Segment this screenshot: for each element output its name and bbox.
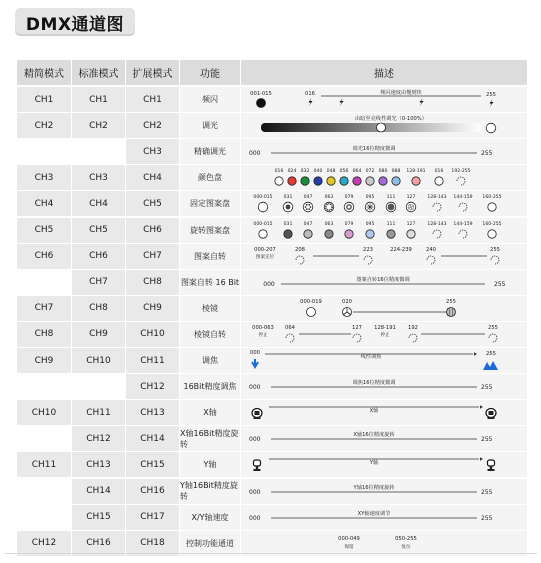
cell-simple-channel xyxy=(17,270,71,295)
description-diagram xyxy=(241,113,527,138)
desc-label: 调焦16位精度微调 xyxy=(352,380,396,387)
desc-label: 160-255 xyxy=(482,195,502,201)
cell-extended-channel: CH7 xyxy=(126,244,179,269)
rotate-icon xyxy=(409,334,417,342)
desc-label: 255 xyxy=(486,92,496,98)
desc-label: 停止 xyxy=(258,332,268,338)
desc-label: 223 xyxy=(363,246,373,253)
color-slot-icon xyxy=(379,177,387,185)
desc-label: 111 xyxy=(386,221,396,227)
cell-description xyxy=(241,400,527,425)
description-diagram xyxy=(241,348,527,373)
cell-description xyxy=(241,479,527,504)
cell-simple-channel: CH12 xyxy=(17,531,71,556)
desc-label: 由暗至亮线性调光（0-100%） xyxy=(355,116,427,123)
cell-description xyxy=(241,218,527,243)
cell-extended-channel: CH9 xyxy=(126,296,179,321)
desc-label: 040 xyxy=(313,169,323,175)
rotate-icon xyxy=(296,256,304,264)
cell-simple-channel: CH1 xyxy=(17,87,71,112)
strobe-icon xyxy=(490,99,494,108)
desc-label: 127 xyxy=(406,195,416,201)
desc-label: 192-255 xyxy=(451,169,471,175)
cell-description xyxy=(241,322,527,347)
cell-standard-channel: CH4 xyxy=(72,191,125,216)
description-diagram xyxy=(241,139,527,164)
desc-label: 255 xyxy=(446,298,456,305)
cell-description xyxy=(241,113,527,138)
cell-standard-channel: CH9 xyxy=(72,322,125,347)
desc-label: 128-143 xyxy=(427,195,447,201)
desc-label: 016 xyxy=(434,169,444,175)
cell-extended-channel: CH2 xyxy=(126,113,179,138)
rotate-icon xyxy=(427,256,435,264)
color-slot-icon xyxy=(435,177,443,185)
cell-extended-channel: CH11 xyxy=(126,348,179,373)
color-slot-icon xyxy=(301,177,309,185)
desc-label: 000-049 xyxy=(338,535,360,542)
desc-label: 160-255 xyxy=(482,221,502,227)
desc-label: 255 xyxy=(486,351,496,357)
cell-extended-channel: CH8 xyxy=(126,270,179,295)
desc-label: 255 xyxy=(488,324,498,331)
header-simple: 精简模式 xyxy=(17,60,71,85)
cell-function: 棱镜 xyxy=(180,296,240,321)
desc-label: 079 xyxy=(344,195,354,201)
cell-description xyxy=(241,244,527,269)
cell-extended-channel: CH5 xyxy=(126,191,179,216)
cell-function: 图案自转 xyxy=(180,244,240,269)
desc-label: 128-191 xyxy=(374,324,396,331)
arrow-icon xyxy=(480,458,483,462)
cell-function: X轴16Bit精度旋转 xyxy=(180,426,240,451)
desc-label: 255 xyxy=(481,436,493,444)
dimmer-gradient-bar xyxy=(261,123,481,132)
cell-extended-channel: CH6 xyxy=(126,218,179,243)
description-diagram xyxy=(241,296,527,321)
description-diagram xyxy=(241,244,527,269)
cell-function: Y轴 xyxy=(180,452,240,477)
cell-function: 控制功能通道 xyxy=(180,531,240,556)
cell-extended-channel: CH10 xyxy=(126,322,179,347)
desc-label: 224-239 xyxy=(390,246,412,253)
rotating-gobo-icon xyxy=(366,229,374,237)
description-diagram xyxy=(241,218,527,243)
desc-label: 064 xyxy=(285,324,295,331)
no-prism-icon xyxy=(307,307,316,316)
cell-simple-channel: CH10 xyxy=(17,400,71,425)
color-slot-icon xyxy=(340,177,348,185)
desc-label: 072 xyxy=(365,169,375,175)
gobo-icon xyxy=(258,203,268,213)
cell-extended-channel: CH13 xyxy=(126,400,179,425)
cell-description xyxy=(241,296,527,321)
cell-simple-channel: CH8 xyxy=(17,322,71,347)
desc-label: 000 xyxy=(250,350,260,356)
rotate-icon xyxy=(457,177,465,185)
color-slot-icon xyxy=(275,177,283,185)
cell-description xyxy=(241,139,527,164)
rotating-gobo-icon xyxy=(407,229,415,237)
focus-near-icon xyxy=(252,359,258,367)
cell-standard-channel: CH12 xyxy=(72,426,125,451)
description-diagram xyxy=(241,165,527,190)
open-icon xyxy=(488,203,496,211)
cell-description xyxy=(241,452,527,477)
rotate-icon xyxy=(286,334,294,342)
cell-function: X/Y轴速度 xyxy=(180,505,240,530)
page-title-box xyxy=(15,8,135,36)
desc-label: 000-207 xyxy=(254,246,276,253)
cell-function: 固定图案盘 xyxy=(180,191,240,216)
cell-standard-channel: CH16 xyxy=(72,531,125,556)
desc-label: Y轴16位精度旋转 xyxy=(353,484,395,491)
cell-function: 棱镜自转 xyxy=(180,322,240,347)
desc-label: 000 xyxy=(249,150,261,158)
cell-standard-channel: CH3 xyxy=(72,165,125,190)
bottom-divider xyxy=(4,553,537,554)
cell-function: 颜色盘 xyxy=(180,165,240,190)
cell-simple-channel: CH11 xyxy=(17,452,71,477)
cell-extended-channel: CH14 xyxy=(126,426,179,451)
rotate-icon xyxy=(491,256,499,264)
rotating-gobo-icon xyxy=(387,229,395,237)
desc-label: 032 xyxy=(300,169,310,175)
full-on-icon xyxy=(486,123,496,133)
strobe-icon xyxy=(420,98,424,107)
color-rainbow-icon xyxy=(412,177,420,185)
description-diagram xyxy=(241,270,527,295)
desc-label: 000-015 xyxy=(253,221,273,227)
desc-label: 255 xyxy=(481,488,493,496)
desc-label: 047 xyxy=(303,221,313,227)
desc-label: 016 xyxy=(274,169,284,175)
rotating-gobo-icon xyxy=(304,229,312,237)
cell-standard-channel: CH6 xyxy=(72,244,125,269)
blackout-dot-icon xyxy=(257,99,266,108)
desc-label: 255 xyxy=(481,150,493,158)
desc-label: 图案定位 xyxy=(255,254,275,260)
desc-label: 095 xyxy=(365,221,375,227)
dimmer-knob-icon xyxy=(377,123,386,132)
cell-function: 调光 xyxy=(180,113,240,138)
header-standard: 标准模式 xyxy=(72,60,125,85)
cell-simple-channel: CH7 xyxy=(17,296,71,321)
cell-simple-channel xyxy=(17,479,71,504)
color-slot-icon xyxy=(314,177,322,185)
description-diagram xyxy=(241,87,527,112)
header-extended: 扩展模式 xyxy=(126,60,179,85)
cell-standard-channel: CH8 xyxy=(72,296,125,321)
cell-function: 精确调光 xyxy=(180,139,240,164)
cell-simple-channel: CH3 xyxy=(17,165,71,190)
cell-simple-channel: CH6 xyxy=(17,244,71,269)
desc-label: 050-255 xyxy=(395,535,417,542)
cell-extended-channel: CH4 xyxy=(126,165,179,190)
cell-standard-channel: CH11 xyxy=(72,400,125,425)
rotating-gobo-icon xyxy=(284,229,292,237)
cell-function: 旋转图案盘 xyxy=(180,218,240,243)
desc-label: 079 xyxy=(344,221,354,227)
cell-standard-channel: CH5 xyxy=(72,218,125,243)
rotating-gobo-icon xyxy=(259,229,267,237)
desc-label: 复位 xyxy=(401,544,411,550)
cell-simple-channel: CH4 xyxy=(17,191,71,216)
cell-standard-channel xyxy=(72,374,125,399)
desc-label: 056 xyxy=(339,169,349,175)
description-diagram xyxy=(241,505,527,530)
pan-head-icon xyxy=(486,409,496,420)
desc-label: 127 xyxy=(352,324,362,331)
desc-label: 240 xyxy=(426,246,436,253)
rotate-icon xyxy=(353,334,361,342)
cell-standard-channel: CH7 xyxy=(72,270,125,295)
desc-label: 031 xyxy=(283,221,293,227)
cell-extended-channel: CH1 xyxy=(126,87,179,112)
desc-label: 020 xyxy=(342,298,352,305)
desc-label: 停止 xyxy=(380,332,390,338)
cell-extended-channel: CH18 xyxy=(126,531,179,556)
desc-label: 255 xyxy=(494,280,506,288)
desc-label: 064 xyxy=(352,169,362,175)
cell-simple-channel xyxy=(17,139,71,164)
rotate-icon xyxy=(433,230,441,238)
rotate-icon xyxy=(433,203,441,211)
cell-extended-channel: CH3 xyxy=(126,139,179,164)
arrow-icon xyxy=(480,405,483,409)
cell-description xyxy=(241,87,527,112)
cell-function: 图案自转 16 Bit xyxy=(180,270,240,295)
desc-label: 000 xyxy=(263,280,275,288)
cell-simple-channel xyxy=(17,374,71,399)
desc-label: 000-019 xyxy=(300,298,322,305)
desc-label: 000 xyxy=(249,384,261,392)
description-diagram xyxy=(241,426,527,451)
rotate-icon xyxy=(459,230,467,238)
desc-label: 063 xyxy=(324,221,334,227)
cell-standard-channel: CH15 xyxy=(72,505,125,530)
desc-label: 255 xyxy=(481,514,493,522)
cell-description xyxy=(241,191,527,216)
cell-standard-channel: CH1 xyxy=(72,87,125,112)
description-diagram xyxy=(241,400,527,425)
rotate-icon xyxy=(459,203,467,211)
cell-function: Y轴16Bit精度旋转 xyxy=(180,479,240,504)
desc-label: 255 xyxy=(481,384,493,392)
desc-label: 线性调焦 xyxy=(360,354,382,360)
cell-function: X轴 xyxy=(180,400,240,425)
cell-description xyxy=(241,505,527,530)
desc-label: 128-143 xyxy=(427,221,447,227)
header-description: 描述 xyxy=(241,60,527,85)
desc-label: 088 xyxy=(391,169,401,175)
desc-label: 000 xyxy=(249,488,261,496)
cell-simple-channel: CH5 xyxy=(17,218,71,243)
desc-label: 频闪速度由慢到快 xyxy=(380,90,422,96)
rotating-gobo-icon xyxy=(345,229,353,237)
cell-description xyxy=(241,165,527,190)
description-diagram xyxy=(241,479,527,504)
description-diagram xyxy=(241,191,527,216)
cell-function: 调焦 xyxy=(180,348,240,373)
cell-extended-channel: CH17 xyxy=(126,505,179,530)
desc-label: 047 xyxy=(303,195,313,201)
cell-extended-channel: CH15 xyxy=(126,452,179,477)
desc-label: 255 xyxy=(490,246,500,253)
description-diagram xyxy=(241,452,527,477)
cell-standard-channel: CH10 xyxy=(72,348,125,373)
color-slot-icon xyxy=(288,177,296,185)
color-slot-icon xyxy=(366,177,374,185)
color-slot-icon xyxy=(392,177,400,185)
desc-label: 095 xyxy=(365,195,375,201)
strobe-icon xyxy=(309,98,313,107)
color-slot-icon xyxy=(327,177,335,185)
cell-description xyxy=(241,348,527,373)
desc-label: 调光16位精度微调 xyxy=(352,146,396,153)
desc-label: 080 xyxy=(378,169,388,175)
cell-simple-channel: CH9 xyxy=(17,348,71,373)
desc-label: 208 xyxy=(295,246,305,253)
desc-label: 192 xyxy=(408,324,418,331)
cell-standard-channel: CH14 xyxy=(72,479,125,504)
cell-simple-channel xyxy=(17,426,71,451)
page-title: DMX通道图 xyxy=(25,14,125,35)
desc-label: 048 xyxy=(326,169,336,175)
desc-label: X轴16位精度旋转 xyxy=(353,432,395,439)
desc-label: XY轴速度调节 xyxy=(357,510,391,517)
cell-standard-channel: CH13 xyxy=(72,452,125,477)
desc-label: 000-015 xyxy=(253,195,273,201)
desc-label: 图案自转16位精度微调 xyxy=(356,276,410,283)
rotate-icon xyxy=(364,256,372,264)
cell-description xyxy=(241,270,527,295)
cell-standard-channel: CH2 xyxy=(72,113,125,138)
focus-far-icon xyxy=(483,361,498,370)
desc-label: 063 xyxy=(324,195,334,201)
color-slot-icon xyxy=(353,177,361,185)
desc-label: 111 xyxy=(386,195,396,201)
cell-simple-channel: CH2 xyxy=(17,113,71,138)
cell-simple-channel xyxy=(17,505,71,530)
cell-extended-channel: CH16 xyxy=(126,479,179,504)
desc-label: 000-063 xyxy=(252,324,274,331)
desc-label: 144-159 xyxy=(453,195,473,201)
rotate-icon xyxy=(489,334,497,342)
pan-head-icon xyxy=(252,409,262,420)
desc-label: Y轴 xyxy=(369,460,379,467)
desc-label: 031 xyxy=(283,195,293,201)
desc-label: 000 xyxy=(249,514,261,522)
desc-label: 127 xyxy=(406,221,416,227)
tilt-head-icon xyxy=(488,460,495,471)
desc-label: X轴 xyxy=(369,408,379,415)
desc-label: 保留 xyxy=(344,544,354,550)
desc-label: 000 xyxy=(249,436,261,444)
cell-description xyxy=(241,374,527,399)
arrow-icon xyxy=(474,352,477,356)
tilt-head-icon xyxy=(254,460,261,471)
desc-label: 024 xyxy=(287,169,297,175)
description-diagram xyxy=(241,374,527,399)
desc-label: 001-015 xyxy=(250,91,272,97)
open-icon xyxy=(488,229,496,237)
desc-label: 128-191 xyxy=(406,169,426,175)
rotating-gobo-icon xyxy=(325,229,333,237)
cell-standard-channel xyxy=(72,139,125,164)
header-function: 功能 xyxy=(180,60,240,85)
strobe-icon xyxy=(340,98,344,107)
description-diagram xyxy=(241,322,527,347)
desc-label: 016 xyxy=(305,91,315,97)
cell-description xyxy=(241,426,527,451)
cell-extended-channel: CH12 xyxy=(126,374,179,399)
description-diagram xyxy=(241,531,527,556)
cell-description xyxy=(241,531,527,556)
cell-function: 频闪 xyxy=(180,87,240,112)
desc-label: 144-159 xyxy=(453,221,473,227)
cell-function: 16Bit精度调焦 xyxy=(180,374,240,399)
